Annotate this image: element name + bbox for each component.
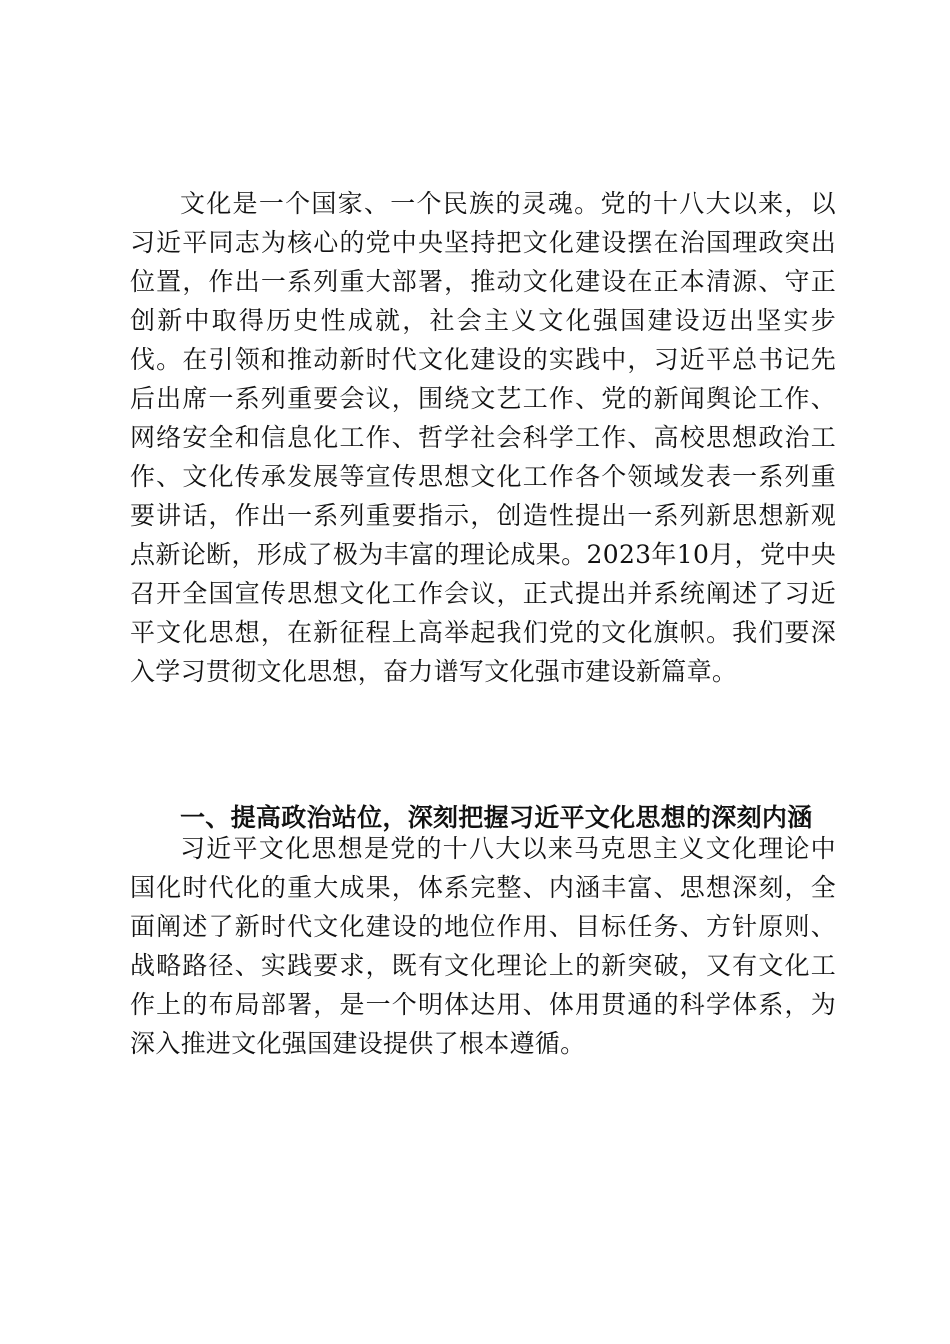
intro-paragraph: 文化是一个国家、一个民族的灵魂。党的十八大以来，以习近平同志为核心的党中央坚持把文化建设摆在治国理政突出位置，作出一系列重大部署，推动文化建设在正本清源、守正创新中取得历史性成就，社会主义文化强国建设迈出坚实步伐。在引领和推动新时代文化建设的实践中，习近平总书记先后出席一系列重要会议，围绕文艺工作、党的新闻舆论工作、网络安全和信息化工作、哲学社会科学工作、高校思想政治工作、文化传承发展等宣传思想文化工作各个领域发表一系列重要讲话，作出一系列重要指示，创造性提出一系列新思想新观点新论断，形成了极为丰富的理论成果。2023年10月，党中央召开全国宣传思想文化工作会议，正式提出并系统阐述了习近平文化思想，在新征程上高举起我们党的文化旗帜。我们要深入学习贯彻文化思想，奋力谱写文化强市建设新篇章。 — [130, 189, 836, 686]
section-paragraph: 习近平文化思想是党的十八大以来马克思主义文化理论中国化时代化的重大成果，体系完整、内涵丰富、思想深刻，全面阐述了新时代文化建设的地位作用、目标任务、方针原则、战略路径、实践要求，既有文化理论上的新突破，又有文化工作上的布局部署，是一个明体达用、体用贯通的科学体系，为深入推进文化强国建设提供了根本遵循。 — [130, 834, 836, 1058]
section-heading: 一、提高政治站位，深刻把握习近平文化思想的深刻内涵 — [180, 803, 813, 832]
document-page — [130, 0, 836, 1344]
